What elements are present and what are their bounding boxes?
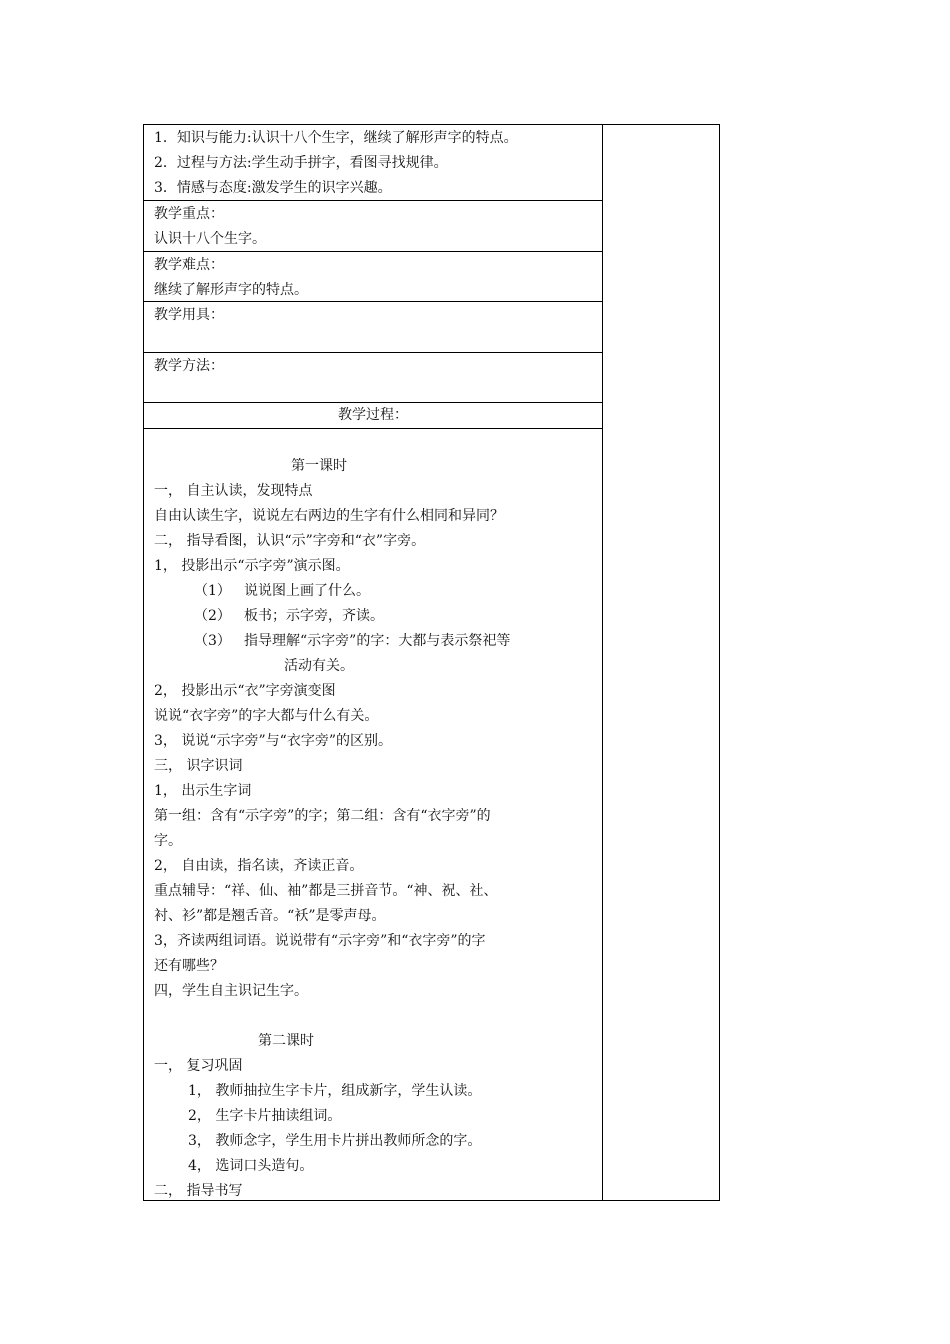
key-points-cell (144, 201, 602, 252)
lesson1-step3: 三， 识字识词 (154, 758, 243, 774)
process-header: 教学过程： (338, 407, 408, 423)
lesson1-sub3 (154, 629, 592, 654)
sub2-text: 板书；示字旁，齐读。 (244, 608, 384, 624)
objectives-cell (144, 125, 602, 201)
tools-label: 教学用具： (154, 307, 224, 323)
lesson1-step1: 一， 自主认读，发现特点 (154, 483, 313, 499)
sub3-num: （3） (194, 633, 231, 649)
tools-cell (144, 302, 602, 353)
spacer (154, 1004, 592, 1029)
sub3-continued: 活动有关。 (284, 658, 354, 674)
sub1-text: 说说图上画了什么。 (244, 583, 370, 599)
lesson1-key-b: 衬、衫”都是翘舌音。“袄”是零声母。 (154, 908, 386, 924)
key-points-label: 教学重点： (154, 206, 224, 222)
key-points-content: 认识十八个生字。 (154, 231, 266, 247)
process-content-cell (144, 429, 602, 1202)
objective-3: 3．情感与态度:激发学生的识字兴趣。 (154, 180, 392, 196)
lesson2-item-2: 2， 生字卡片抽读组词。 (188, 1108, 342, 1124)
methods-label: 教学方法： (154, 358, 224, 374)
lesson1-step3-1-b: 字。 (154, 833, 182, 849)
lesson1-step3-2: 2， 自由读，指名读，齐读正音。 (154, 858, 364, 874)
lesson1-step2-2-text: 说说“衣字旁”的字大都与什么有关。 (154, 708, 379, 724)
lesson2-item-3: 3， 教师念字，学生用卡片拼出教师所念的字。 (188, 1133, 482, 1149)
lesson1-step1-text: 自由认读生字，说说左右两边的生字有什么相同和异同？ (154, 508, 504, 524)
sub1-num: （1） (194, 583, 231, 599)
lesson1-step2: 二， 指导看图，认识“示”字旁和“衣”字旁。 (154, 533, 426, 549)
lesson2-item-1: 1， 教师抽拉生字卡片，组成新字，学生认读。 (188, 1083, 482, 1099)
lesson2-item-4: 4， 选词口头造句。 (188, 1158, 314, 1174)
objective-2: 2．过程与方法:学生动手拼字，看图寻找规律。 (154, 155, 448, 171)
difficulties-cell (144, 252, 602, 302)
lesson1-key-a: 重点辅导：“祥、仙、袖”都是三拼音节。“神、祝、社、 (154, 883, 498, 899)
sub3-text: 指导理解“示字旁”的字：大都与表示祭祀等 (244, 633, 511, 649)
lesson-plan-table (143, 124, 720, 1201)
difficulties-label: 教学难点： (154, 257, 224, 273)
lesson1-step3-1-a: 第一组：含有“示字旁”的字；第二组：含有“衣字旁”的 (154, 808, 491, 824)
lesson1-sub2 (154, 604, 592, 629)
methods-cell (144, 353, 602, 403)
lesson1-sub1 (154, 579, 592, 604)
lesson1-title: 第一课时 (291, 458, 347, 474)
process-header-cell (144, 403, 602, 429)
objective-1: 1．知识与能力:认识十八个生字，继续了解形声字的特点。 (154, 130, 518, 146)
lesson1-step2-2: 2， 投影出示“衣”字旁演变图 (154, 683, 336, 699)
difficulties-content: 继续了解形声字的特点。 (154, 282, 308, 298)
lesson2-step2: 二， 指导书写 (154, 1183, 243, 1199)
lesson1-step2-3: 3， 说说“示字旁”与“衣字旁”的区别。 (154, 733, 392, 749)
lesson2-step1: 一， 复习巩固 (154, 1058, 243, 1074)
lesson1-step3-3-b: 还有哪些？ (154, 958, 224, 974)
sub2-num: （2） (194, 608, 231, 624)
lesson1-step3-1: 1， 出示生字词 (154, 783, 252, 799)
lesson1-step2-1: 1， 投影出示“示字旁”演示图。 (154, 558, 350, 574)
notes-column-divider (602, 125, 603, 1200)
lesson2-title: 第二课时 (258, 1033, 314, 1049)
lesson1-step3-3-a: 3，齐读两组词语。说说带有“示字旁”和“衣字旁”的字 (154, 933, 486, 949)
lesson1-step4: 四，学生自主识记生字。 (154, 983, 308, 999)
